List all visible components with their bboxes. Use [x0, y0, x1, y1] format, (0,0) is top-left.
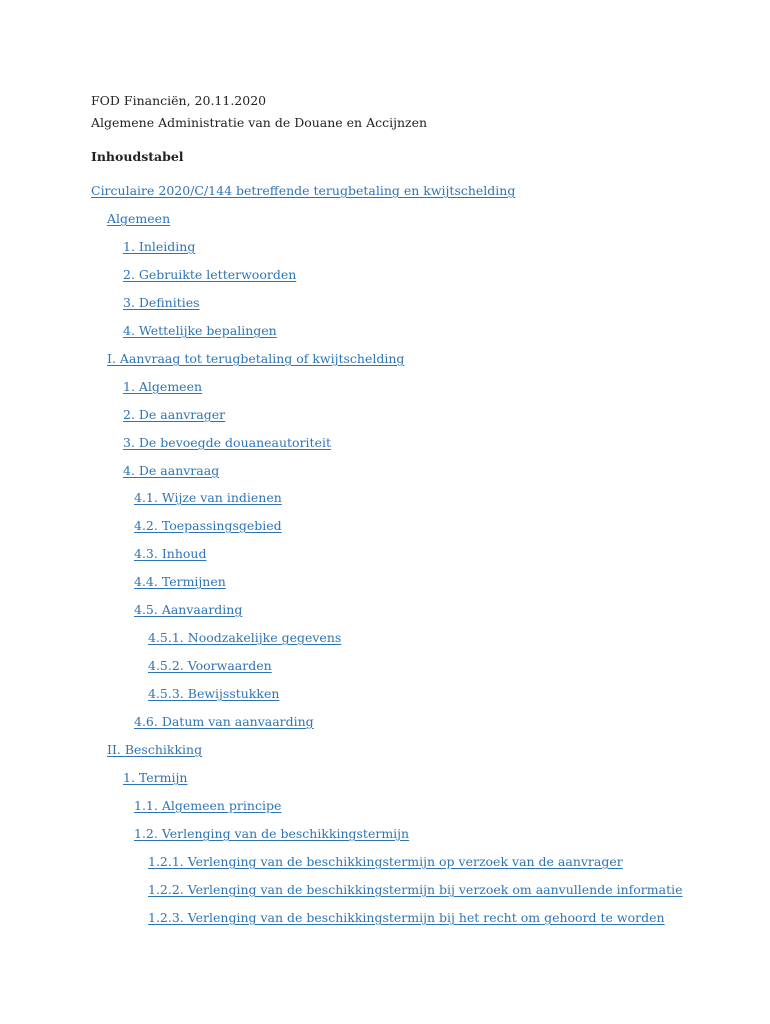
toc-entry-link[interactable]: 4.3. Inhoud	[134, 546, 207, 561]
toc-entry-link[interactable]: 4.5.3. Bewijsstukken	[148, 686, 280, 701]
toc-entry-link[interactable]: II. Beschikking	[107, 742, 203, 757]
header-ministry-date: FOD Financiën, 20.11.2020	[91, 93, 267, 108]
toc-entry-link[interactable]: 2. Gebruikte letterwoorden	[123, 267, 297, 282]
toc-entry-link[interactable]: 1.2.1. Verlenging van de beschikkingstermijn op verzoek van de aanvrager	[148, 854, 623, 869]
toc-entry-link[interactable]: Algemeen	[107, 211, 171, 226]
toc-entry-link[interactable]: 1.2. Verlenging van de beschikkingstermijn	[134, 826, 410, 841]
toc-entry-link[interactable]: 4.6. Datum van aanvaarding	[134, 714, 314, 729]
toc-entry-link[interactable]: 4.2. Toepassingsgebied	[134, 518, 282, 533]
toc-entry-link[interactable]: 1.2.2. Verlenging van de beschikkingstermijn bij verzoek om aanvullende informatie	[148, 882, 683, 897]
toc-entry-link[interactable]: 4. Wettelijke bepalingen	[123, 323, 277, 338]
toc-entry-link[interactable]: Circulaire 2020/C/144 betreffende terugbetaling en kwijtschelding	[91, 183, 516, 198]
toc-entry-link[interactable]: I. Aanvraag tot terugbetaling of kwijtschelding	[107, 351, 405, 366]
toc-entry-link[interactable]: 4. De aanvraag	[123, 463, 220, 478]
toc-entry-link[interactable]: 2. De aanvrager	[123, 407, 226, 422]
toc-entry-link[interactable]: 4.5. Aanvaarding	[134, 602, 243, 617]
toc-entry-link[interactable]: 3. De bevoegde douaneautoriteit	[123, 435, 331, 450]
toc-title: Inhoudstabel	[91, 149, 184, 164]
toc-entry-link[interactable]: 1. Inleiding	[123, 239, 196, 254]
header-administration: Algemene Administratie van de Douane en Accijnzen	[91, 115, 428, 130]
toc-entry-link[interactable]: 1.1. Algemeen principe	[134, 798, 282, 813]
toc-entry-link[interactable]: 4.5.1. Noodzakelijke gegevens	[148, 630, 342, 645]
toc-entry-link[interactable]: 3. Definities	[123, 295, 200, 310]
toc-entry-link[interactable]: 1.2.3. Verlenging van de beschikkingstermijn bij het recht om gehoord te worden	[148, 910, 665, 925]
toc-entry-link[interactable]: 4.1. Wijze van indienen	[134, 490, 282, 505]
toc-entry-link[interactable]: 4.4. Termijnen	[134, 574, 226, 589]
toc-entry-link[interactable]: 4.5.2. Voorwaarden	[148, 658, 272, 673]
toc-entry-link[interactable]: 1. Termijn	[123, 770, 188, 785]
toc-entry-link[interactable]: 1. Algemeen	[123, 379, 203, 394]
